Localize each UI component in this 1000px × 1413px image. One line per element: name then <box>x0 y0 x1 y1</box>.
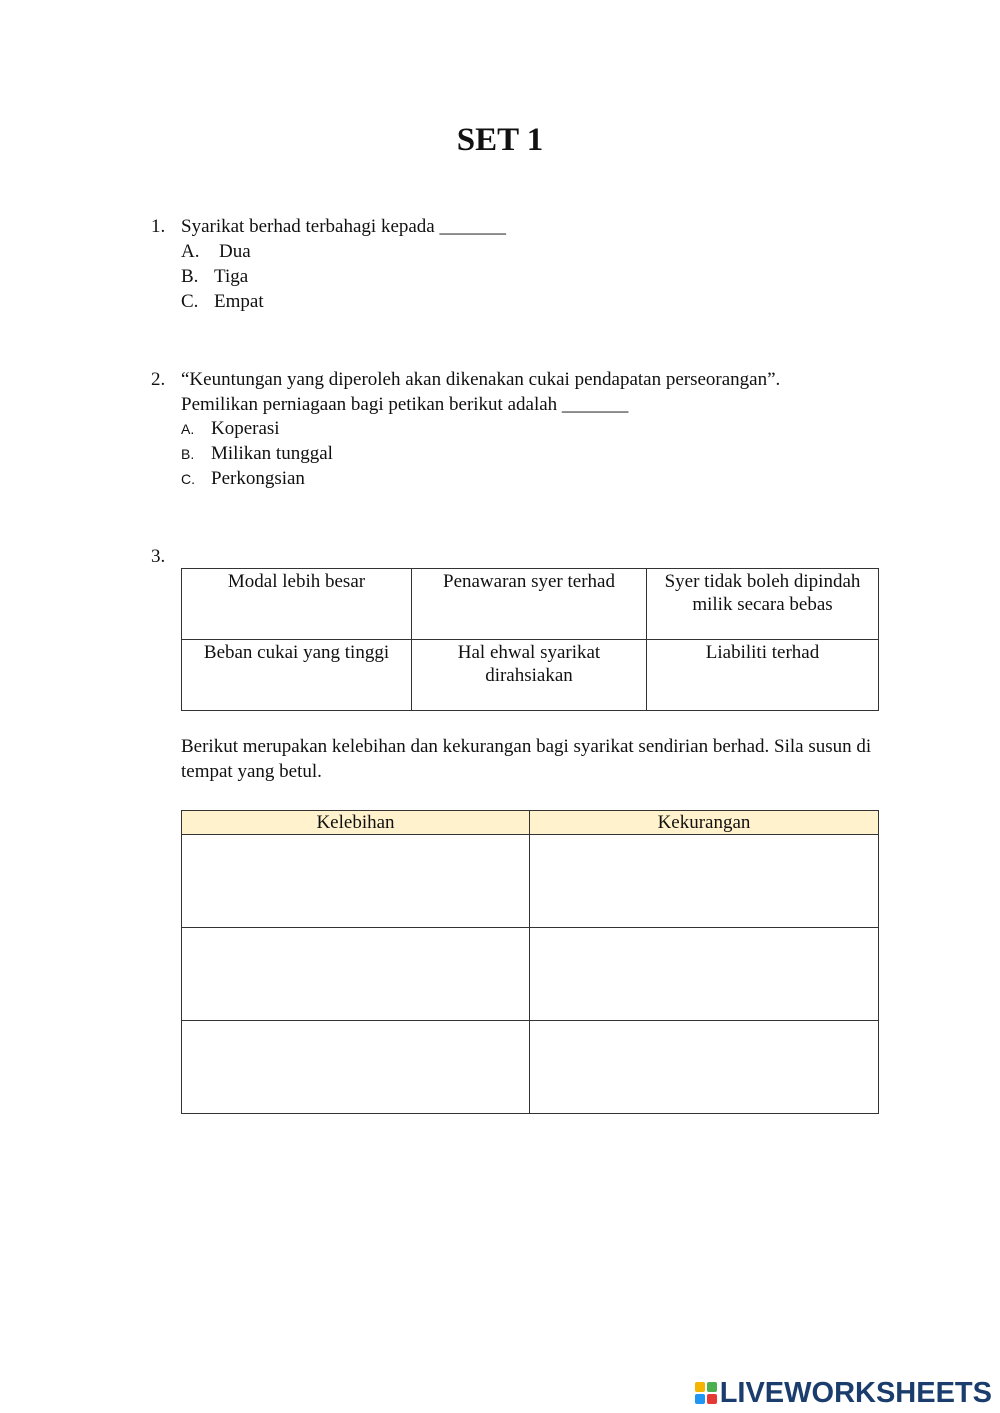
table-row <box>182 640 879 711</box>
drop-zone-kelebihan[interactable] <box>182 835 530 928</box>
page-title: SET 1 <box>456 122 544 158</box>
question-1-text: Syarikat berhad terbahagi kepada _______ <box>181 216 506 237</box>
choice-card[interactable]: Hal ehwal syarikat dirahsiakan <box>412 640 647 711</box>
liveworksheets-logo <box>695 1376 992 1410</box>
question-2-number: 2. <box>151 369 166 390</box>
table-row <box>182 569 879 640</box>
option-text: Dua <box>219 241 251 262</box>
question-1-option-c[interactable] <box>181 289 264 314</box>
question-3-instruction: Berikut merupakan kelebihan dan kekurangan bagi syarikat sendirian berhad. Sila susun di tempat yang betul. <box>181 736 872 782</box>
question-1-option-a[interactable] <box>181 239 251 264</box>
table-row <box>182 835 879 928</box>
option-text: Milikan tunggal <box>211 443 333 464</box>
table-row <box>182 928 879 1021</box>
header-kekurangan: Kekurangan <box>530 811 879 835</box>
choices-table <box>181 568 879 711</box>
option-text: Empat <box>214 291 264 312</box>
option-text: Koperasi <box>211 418 280 439</box>
answer-header-row <box>182 811 879 835</box>
option-letter: C. <box>181 471 195 487</box>
logo-mark-icon <box>695 1382 717 1404</box>
question-2-line-2: Pemilikan perniagaan bagi petikan berikut adalah _______ <box>181 394 629 415</box>
option-letter: C. <box>181 291 199 312</box>
choice-card[interactable]: Liabiliti terhad <box>647 640 879 711</box>
table-row <box>182 1021 879 1114</box>
logo-text: LIVEWORKSHEETS <box>719 1376 992 1409</box>
drop-zone-kelebihan[interactable] <box>182 928 530 1021</box>
choice-card[interactable]: Beban cukai yang tinggi <box>182 640 412 711</box>
drop-zone-kekurangan[interactable] <box>530 835 879 928</box>
option-text: Perkongsian <box>211 468 305 489</box>
answer-table <box>181 810 879 1114</box>
option-letter: B. <box>181 266 199 287</box>
question-3-number: 3. <box>151 546 166 567</box>
drop-zone-kekurangan[interactable] <box>530 928 879 1021</box>
question-1-option-b[interactable] <box>181 264 248 289</box>
option-letter: A. <box>181 241 200 262</box>
header-kelebihan: Kelebihan <box>182 811 530 835</box>
drop-zone-kekurangan[interactable] <box>530 1021 879 1114</box>
option-letter: B. <box>181 446 195 462</box>
choice-card[interactable]: Syer tidak boleh dipindah milik secara bebas <box>647 569 879 640</box>
question-2-line-1: “Keuntungan yang diperoleh akan dikenakan cukai pendapatan perseorangan”. <box>181 369 781 390</box>
drop-zone-kelebihan[interactable] <box>182 1021 530 1114</box>
choice-card[interactable]: Modal lebih besar <box>182 569 412 640</box>
question-2-option-a[interactable] <box>181 416 280 442</box>
question-2-option-b[interactable] <box>181 441 333 467</box>
question-2-option-c[interactable] <box>181 466 305 492</box>
option-text: Tiga <box>214 266 249 287</box>
question-1-number: 1. <box>151 216 166 237</box>
choice-card[interactable]: Penawaran syer terhad <box>412 569 647 640</box>
option-letter: A. <box>181 421 195 437</box>
